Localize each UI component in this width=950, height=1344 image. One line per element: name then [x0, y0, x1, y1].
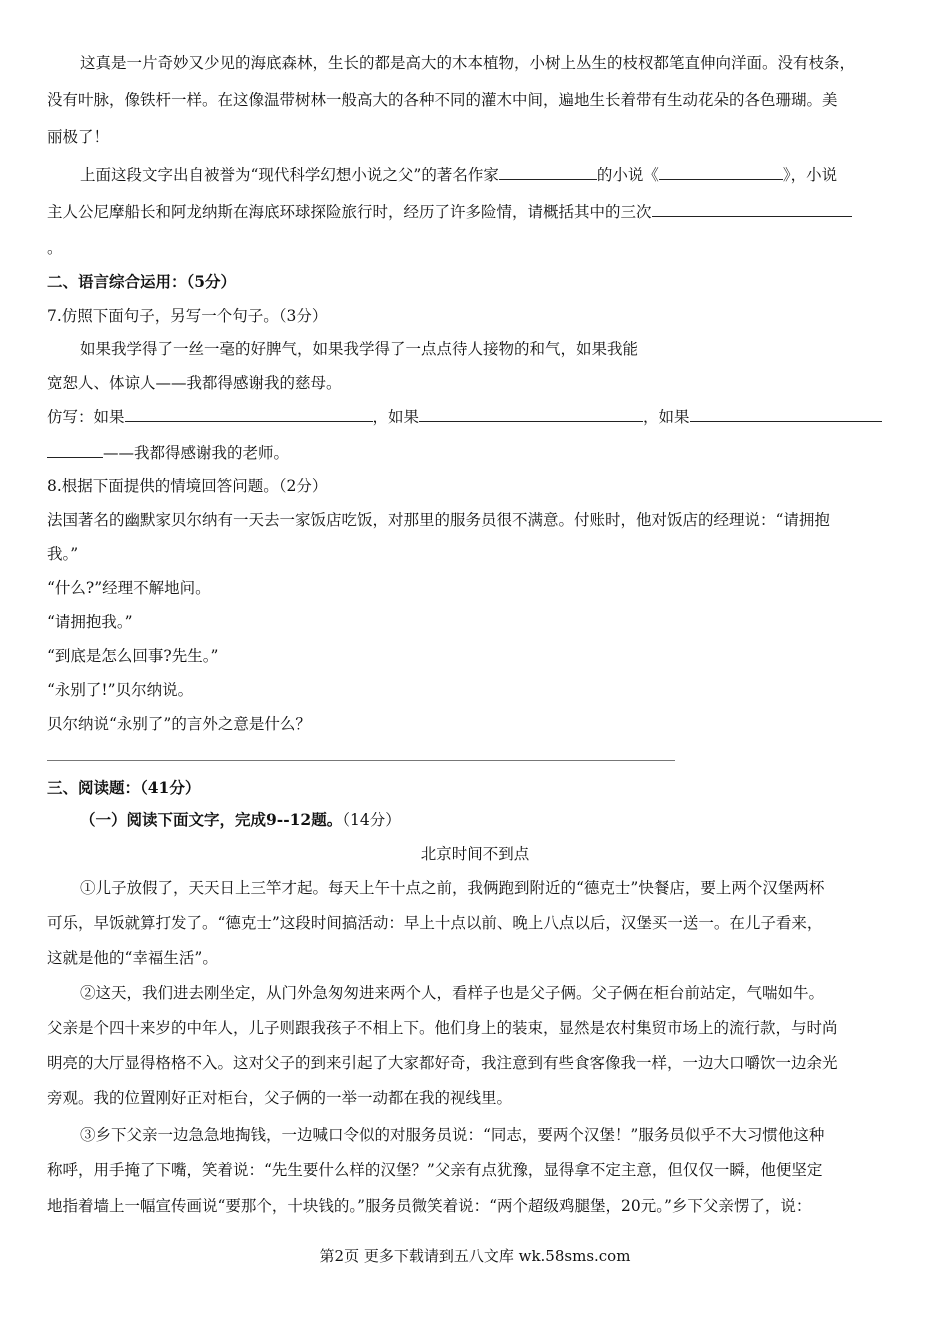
question-text: 》，小说	[782, 166, 838, 184]
paragraph-line: 明亮的大厅显得格格不入。这对父子的到来引起了大家都好奇，我注意到有些食客像我一样，一边大口嚼饮一边余光	[47, 1054, 838, 1072]
imitation-label: 仿写：如果	[47, 408, 125, 426]
section-heading: 二、语言综合运用：（5分）	[47, 272, 237, 291]
imitation-line	[47, 442, 289, 463]
paragraph-line: 旁观。我的位置刚好正对柜台，父子俩的一举一动都在我的视线里。	[47, 1089, 513, 1107]
imitation-ending: ——我都得感谢我的老师。	[103, 444, 290, 462]
imitation-label: ，如果	[643, 408, 690, 426]
imitation-blank-2[interactable]	[419, 406, 643, 422]
passage-line: 没有叶脉，像铁杆一样。在这像温带树林一般高大的各种不同的灌木中间，遍地生长着带有生动花朵的各色珊瑚。美	[47, 91, 838, 109]
adventures-blank[interactable]	[652, 201, 852, 217]
paragraph-line: ①儿子放假了，天天日上三竿才起。每天上午十点之前，我俩跑到附近的“德克士”快餐店，要上两个汉堡两杯	[80, 879, 825, 897]
question-7: 7.仿照下面句子，另写一个句子。（3分）	[47, 307, 328, 325]
article-title: 北京时间不到点	[420, 845, 530, 863]
imitation-blank-3[interactable]	[690, 406, 882, 422]
dialogue-line: “永别了!”贝尔纳说。	[47, 681, 194, 699]
paragraph-line: 称呼，用手掩了下嘴，笑着说：“先生要什么样的汉堡？”父亲有点犹豫，显得拿不定主意，但仅仅一瞬，他便坚定	[47, 1161, 823, 1179]
passage-line: 丽极了！	[47, 128, 110, 146]
imitation-label: ，如果	[372, 408, 420, 426]
question-text: 上面这段文字出自被誉为“现代科学幻想小说之父”的著名作家	[80, 166, 499, 184]
author-blank[interactable]	[499, 164, 597, 180]
paragraph-line: 地指着墙上一幅宣传画说“要那个，十块钱的。”服务员微笑着说：“两个超级鸡腿堡，20元。”乡下父亲愣了，说：	[47, 1197, 812, 1215]
answer-line[interactable]	[47, 760, 675, 761]
subsection-heading	[80, 810, 401, 830]
section-heading: 三、阅读题：（41分）	[47, 778, 201, 797]
punctuation-end: 。	[47, 239, 63, 257]
paragraph-line: ③乡下父亲一边急急地掏钱，一边喊口令似的对服务员说：“同志，要两个汉堡！”服务员似乎不大习惯他这种	[80, 1126, 825, 1144]
subsection-instruction: （一）阅读下面文字，完成9--12题。	[80, 810, 343, 829]
story-text: 法国著名的幽默家贝尔纳有一天去一家饭店吃饭，对那里的服务员很不满意。付账时，他对饭店的经理说：“请拥抱	[47, 511, 830, 529]
novel-title-blank[interactable]	[659, 164, 783, 180]
question-8: 8.根据下面提供的情境回答问题。（2分）	[47, 477, 328, 495]
story-text: 我。”	[47, 545, 79, 563]
imitation-line	[47, 406, 882, 427]
model-sentence: 如果我学得了一丝一毫的好脾气，如果我学得了一点点待人接物的和气，如果我能	[80, 340, 639, 358]
dialogue-line: “什么?”经理不解地问。	[47, 579, 211, 597]
paragraph-line: 可乐，早饭就算打发了。“德克士”这段时间搞活动：早上十点以前、晚上八点以后，汉堡买一送一。在儿子看来，	[47, 914, 823, 932]
page-footer: 第2页 更多下载请到五八文库 wk.58sms.com	[319, 1247, 631, 1265]
question-text: 的小说《	[596, 166, 659, 184]
paragraph-line: 父亲是个四十来岁的中年人，儿子则跟我孩子不相上下。他们身上的装束，显然是农村集贸市场上的流行款，与时尚	[47, 1019, 838, 1037]
imitation-blank-4[interactable]	[47, 442, 103, 458]
passage-question	[47, 201, 852, 222]
passage-question	[80, 164, 837, 185]
passage-line: 这真是一片奇妙又少见的海底森林，生长的都是高大的木本植物，小树上丛生的枝杈都笔直伸向洋面。没有枝条，	[80, 54, 856, 72]
imitation-blank-1[interactable]	[125, 406, 373, 422]
question-text: 主人公尼摩船长和阿龙纳斯在海底环球探险旅行时，经历了许多险情，请概括其中的三次	[47, 203, 652, 221]
dialogue-line: “到底是怎么回事?先生。”	[47, 647, 219, 665]
model-sentence: 宽恕人、体谅人——我都得感谢我的慈母。	[47, 374, 342, 392]
subsection-score: （14分）	[342, 811, 401, 829]
dialogue-line: “请拥抱我。”	[47, 613, 133, 631]
paragraph-line: 这就是他的“幸福生活”。	[47, 949, 218, 967]
paragraph-line: ②这天，我们进去刚坐定，从门外急匆匆进来两个人，看样子也是父子俩。父子俩在柜台前站定，气喘如牛。	[80, 984, 825, 1002]
question-prompt: 贝尔纳说“永别了”的言外之意是什么？	[47, 715, 311, 733]
